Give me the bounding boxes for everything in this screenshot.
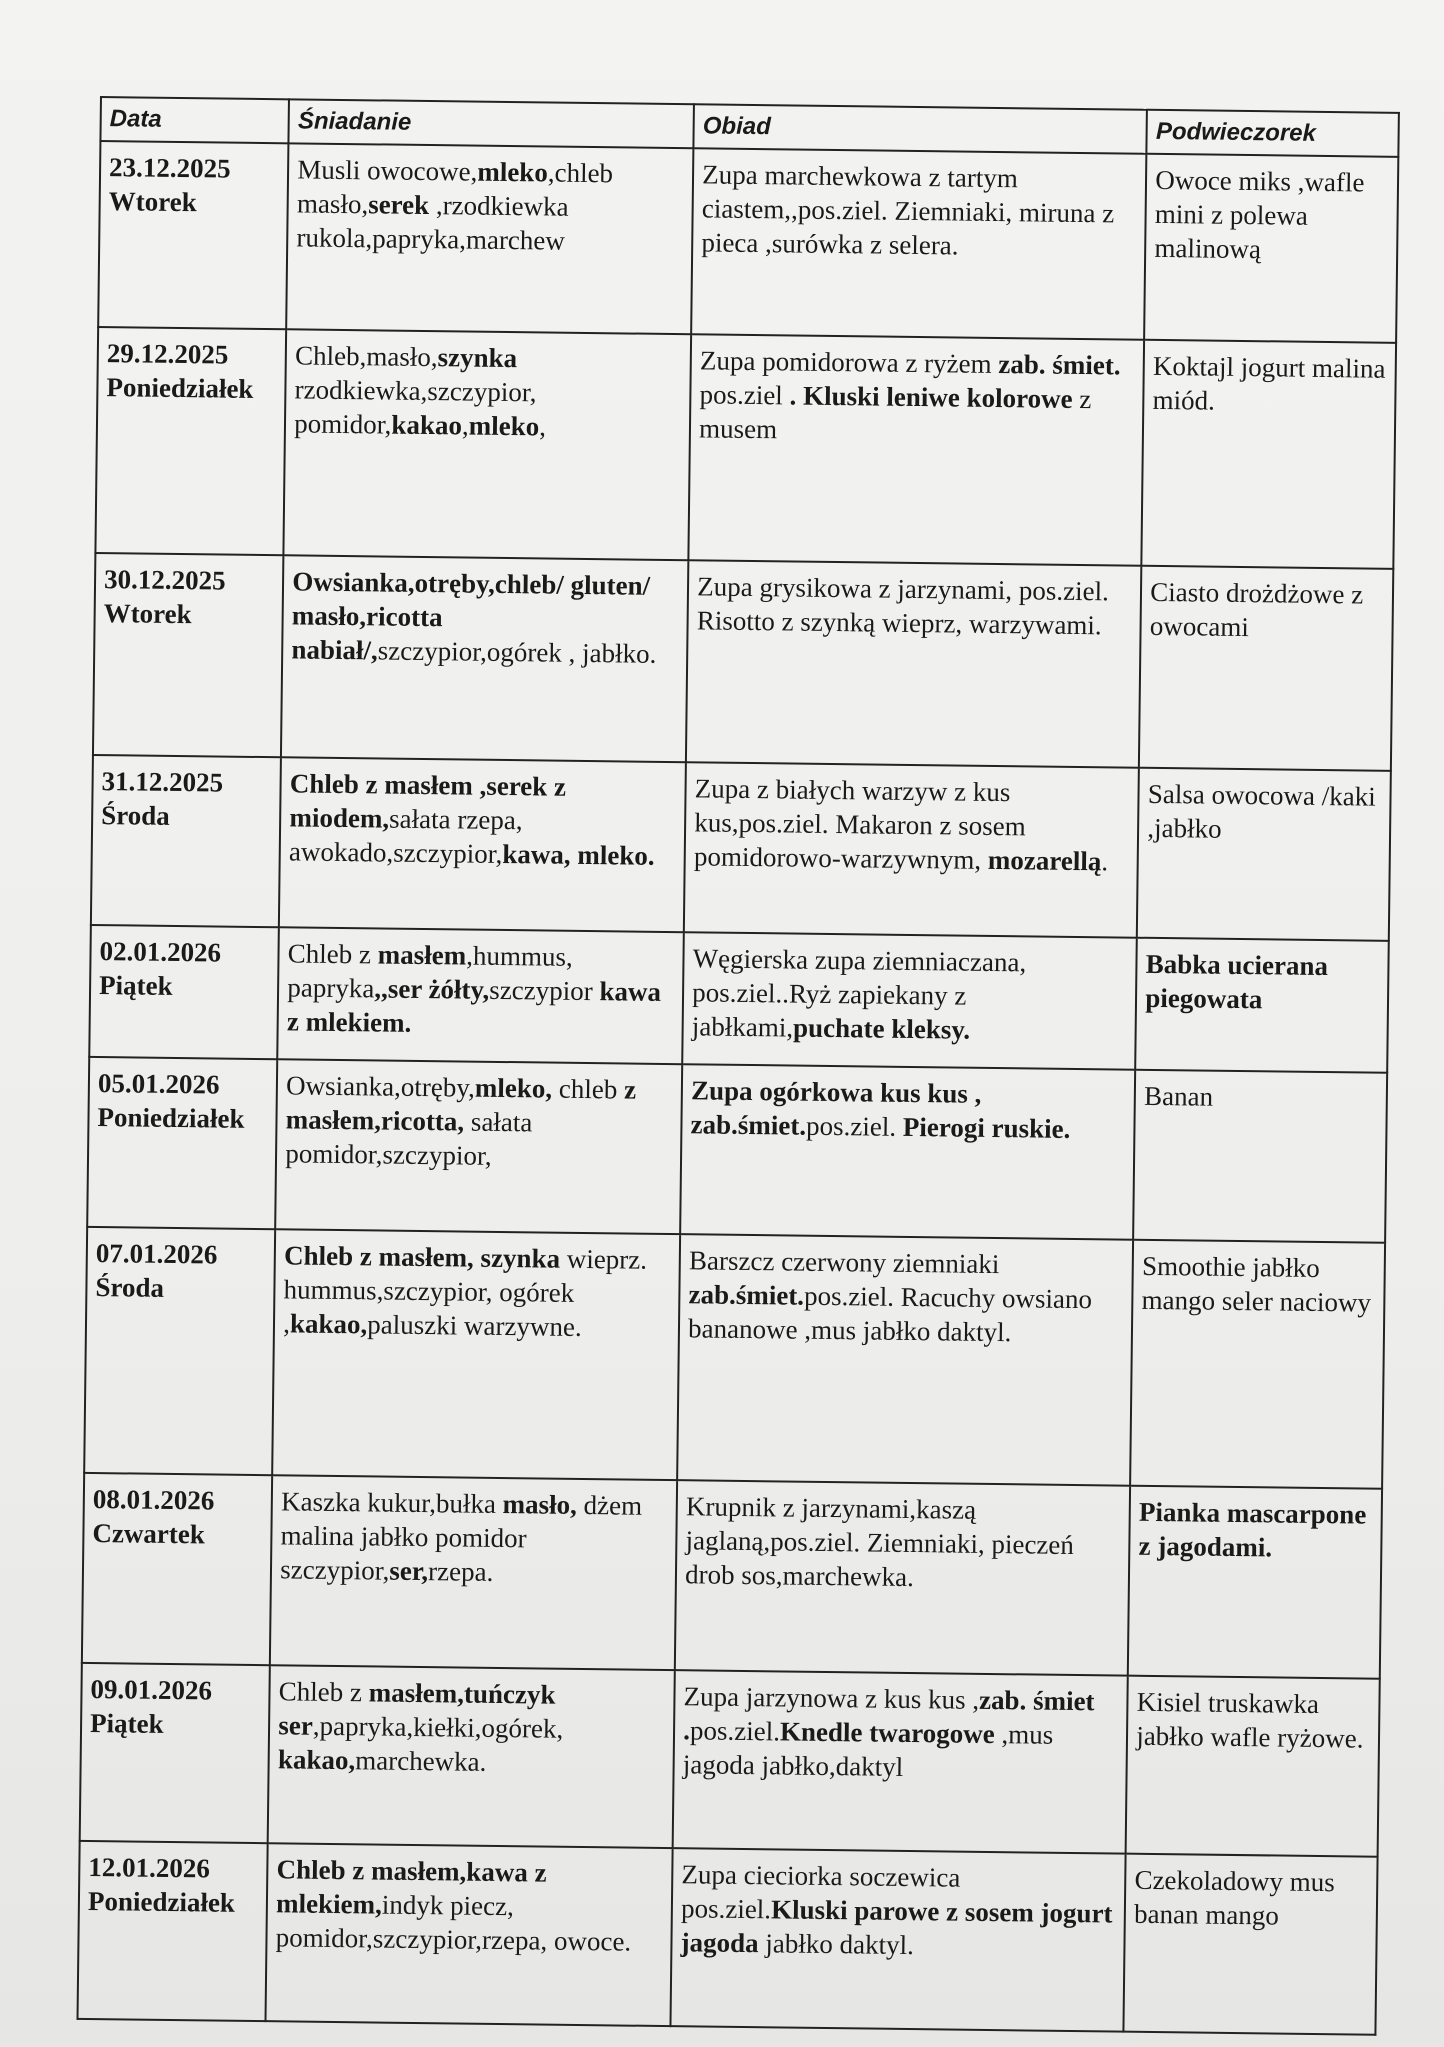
- text-segment: Koktajl jogurt malina miód.: [1152, 350, 1386, 416]
- meal-plan-table: [76, 96, 1399, 2036]
- text-segment: jabłko daktyl.: [758, 1928, 915, 1961]
- text-segment: Owsianka,otręby,: [285, 1070, 476, 1103]
- breakfast-cell: [277, 927, 684, 1064]
- text-segment: ,papryka,kiełki,ogórek,: [312, 1710, 564, 1744]
- bold-text-segment: serek: [367, 189, 430, 221]
- breakfast-cell: [284, 329, 692, 560]
- bold-text-segment: Kluski parowe z sosem jogurt jagoda: [680, 1894, 1113, 1959]
- table-row: [95, 327, 1396, 569]
- bold-text-segment: zab. śmiet .: [683, 1684, 1095, 1746]
- date-cell: [93, 553, 284, 757]
- text-segment: pos.ziel.: [805, 1110, 904, 1142]
- bold-text-segment: ser,: [389, 1555, 429, 1587]
- text-segment: ,mus jagoda jabłko,daktyl: [682, 1719, 1054, 1782]
- bold-text-segment: zab. śmiet.: [998, 348, 1121, 381]
- bold-text-segment: . Kluski leniwe kolorowe: [789, 380, 1073, 414]
- breakfast-cell: [270, 1475, 677, 1670]
- text-segment: ,hummus, papryka: [287, 940, 573, 1004]
- text-segment: chleb: [551, 1073, 625, 1105]
- date-cell: [87, 1057, 277, 1229]
- date-cell: [91, 755, 281, 927]
- lunch-cell: [691, 148, 1146, 340]
- lunch-cell: [671, 1848, 1126, 2032]
- text-segment: Chleb z: [278, 1676, 369, 1708]
- text-segment: z musem: [698, 383, 1092, 445]
- text-segment: Zupa grysikowa z jarzynami, pos.ziel. Risotto z szynką wieprz, warzywami.: [696, 571, 1110, 641]
- bold-text-segment: kakao,: [277, 1744, 356, 1776]
- text-segment: pos.ziel. Racuchy owsiano bananowe ,mus jabłko daktyl.: [687, 1280, 1093, 1348]
- header-date: Data: [100, 97, 289, 143]
- bold-text-segment: mleko: [468, 410, 540, 442]
- header-breakfast: Śniadanie: [289, 99, 694, 148]
- weekday-value: Piątek: [98, 970, 173, 1001]
- weekday-value: Wtorek: [108, 186, 197, 218]
- text-segment: szczypior,ogórek , jabłko.: [377, 635, 657, 669]
- text-segment: Kisiel truskawka jabłko wafle ryżowe.: [1136, 1686, 1364, 1754]
- bold-text-segment: masło,: [502, 1489, 578, 1520]
- snack-cell: [1130, 1240, 1385, 1489]
- date-cell: [80, 1663, 270, 1843]
- text-segment: rzepa.: [427, 1556, 494, 1587]
- text-segment: wieprz. hummus,szczypior, ogórek ,: [283, 1243, 648, 1339]
- text-segment: paluszki warzywne.: [367, 1309, 582, 1342]
- weekday-value: Środa: [95, 1272, 165, 1303]
- weekday-value: Poniedziałek: [87, 1885, 236, 1918]
- date-cell: [78, 1841, 268, 2021]
- date-value: 08.01.2026: [92, 1484, 215, 1516]
- bold-text-segment: zab.śmiet.: [688, 1279, 805, 1311]
- breakfast-cell: [272, 1229, 680, 1480]
- text-segment: Zupa z białych warzyw z kus kus,pos.ziel. Makaron z sosem pomidorowo-warzywnym,: [693, 773, 1026, 875]
- snack-cell: [1124, 1854, 1378, 2035]
- bold-text-segment: puchate kleksy.: [792, 1012, 971, 1045]
- lunch-cell: [682, 932, 1137, 1070]
- breakfast-cell: [286, 143, 693, 334]
- bold-text-segment: Pianka mascarpone z jagodami.: [1138, 1496, 1367, 1563]
- bold-text-segment: z masłem,ricotta,: [285, 1074, 637, 1137]
- bold-text-segment: Pierogi ruskie.: [902, 1111, 1071, 1144]
- bold-text-segment: masłem,tuńczyk ser: [278, 1677, 556, 1741]
- text-segment: dżem malina jabłko pomidor szczypior,: [280, 1489, 643, 1586]
- weekday-value: Wtorek: [103, 598, 192, 630]
- snack-cell: [1137, 768, 1391, 941]
- text-segment: pos.ziel: [699, 379, 790, 411]
- snack-cell: [1128, 1486, 1382, 1679]
- weekday-value: Środa: [101, 800, 170, 831]
- snack-cell: [1133, 1070, 1387, 1243]
- bold-text-segment: Knedle twarogowe: [779, 1716, 995, 1750]
- breakfast-cell: [266, 1843, 673, 2026]
- bold-text-segment: mleko: [477, 156, 549, 188]
- date-value: 09.01.2026: [90, 1674, 213, 1706]
- text-segment: Chleb z: [287, 938, 378, 970]
- text-segment: rzodkiewka,szczypior, pomidor,: [294, 374, 537, 440]
- table-row: [98, 141, 1398, 343]
- bold-text-segment: Babka ucierana piegowata: [1145, 948, 1329, 1015]
- lunch-cell: [675, 1480, 1130, 1676]
- date-value: 02.01.2026: [99, 936, 222, 968]
- date-value: 30.12.2025: [103, 564, 226, 596]
- header-snack: Podwieczorek: [1147, 110, 1399, 157]
- text-segment: szczypior: [489, 974, 600, 1007]
- date-cell: [82, 1473, 273, 1665]
- snack-cell: [1142, 340, 1396, 569]
- text-segment: Barszcz czerwony ziemniaki: [688, 1245, 1000, 1280]
- bold-text-segment: Zupa ogórkowa kus kus , zab.śmiet.: [690, 1075, 982, 1141]
- text-segment: indyk piecz, pomidor,szczypior,rzepa, owoce.: [275, 1889, 632, 1957]
- bold-text-segment: kawa, mleko.: [502, 838, 655, 871]
- weekday-value: Poniedziałek: [97, 1102, 245, 1134]
- lunch-cell: [677, 1234, 1133, 1486]
- date-cell: [98, 141, 288, 329]
- date-cell: [89, 925, 279, 1059]
- text-segment: Chleb,masło,: [294, 340, 438, 373]
- text-segment: Krupnik z jarzynami,kaszą jaglaną,pos.ziel. Ziemniaki, pieczeń drob sos,marchewka.: [684, 1491, 1075, 1593]
- lunch-cell: [673, 1670, 1128, 1854]
- bold-text-segment: mleko,: [474, 1072, 553, 1104]
- bold-text-segment: ,,ser żółty,: [374, 973, 490, 1005]
- bold-text-segment: masłem: [377, 939, 467, 971]
- text-segment: ,chleb masło,: [296, 157, 614, 220]
- text-segment: Węgierska zupa ziemniaczana, pos.ziel..Ryż zapiekany z jabłkami,: [691, 943, 1027, 1043]
- table-row: [91, 755, 1391, 941]
- snack-cell: [1135, 938, 1388, 1073]
- text-segment: Zupa cieciorka soczewica pos.ziel.: [680, 1859, 961, 1925]
- weekday-value: Poniedziałek: [106, 372, 254, 404]
- table-row: [87, 1057, 1387, 1243]
- text-segment: Zupa jarzynowa z kus kus ,: [683, 1681, 980, 1715]
- lunch-cell: [680, 1064, 1135, 1240]
- date-cell: [95, 327, 286, 555]
- weekday-value: Piątek: [89, 1708, 164, 1739]
- bold-text-segment: Owsianka,otręby,chleb/ gluten/ masło,ricotta nabiał/,: [291, 566, 651, 666]
- date-value: 05.01.2026: [97, 1068, 220, 1100]
- snack-cell: [1126, 1676, 1380, 1857]
- bold-text-segment: kakao: [391, 409, 463, 441]
- text-segment: ,rzodkiewka rukola,papryka,marchew: [296, 190, 569, 256]
- text-segment: pos.ziel.: [689, 1715, 781, 1747]
- bold-text-segment: Chleb z masłem,kawa z mlekiem,: [275, 1854, 547, 1920]
- text-segment: Zupa marchewkowa z tartym ciastem,,pos.ziel. Ziemniaki, miruna z pieca ,surówka z selera.: [701, 159, 1115, 261]
- text-segment: ,: [539, 411, 547, 442]
- date-value: 23.12.2025: [108, 152, 231, 184]
- bold-text-segment: szynka: [437, 342, 518, 374]
- text-segment: Musli owocowe,: [297, 154, 478, 187]
- table-row: [84, 1227, 1385, 1489]
- text-segment: sałata rzepa, awokado,szczypior,: [288, 803, 523, 869]
- date-value: 07.01.2026: [95, 1238, 218, 1270]
- breakfast-cell: [279, 757, 686, 932]
- table-row: [89, 925, 1389, 1073]
- snack-cell: [1139, 566, 1393, 771]
- date-value: 12.01.2026: [88, 1851, 211, 1884]
- text-segment: Salsa owocowa /kaki ,jabłko: [1147, 778, 1376, 844]
- text-segment: Banan: [1143, 1080, 1214, 1112]
- breakfast-cell: [268, 1665, 675, 1848]
- date-value: 29.12.2025: [106, 338, 229, 370]
- text-segment: Owoce miks ,wafle mini z polewa malinową: [1154, 164, 1365, 265]
- text-segment: Czekoladowy mus banan mango: [1133, 1864, 1335, 1931]
- text-segment: ,: [461, 410, 469, 441]
- table-row: [78, 1841, 1378, 2035]
- bold-text-segment: Chleb z masłem ,serek z miodem,: [289, 768, 567, 834]
- text-segment: Zupa pomidorowa z ryżem: [699, 345, 999, 379]
- snack-cell: [1144, 154, 1398, 343]
- header-lunch: Obiad: [694, 104, 1148, 154]
- bold-text-segment: kawa z mlekiem.: [286, 976, 662, 1038]
- table-row: [82, 1473, 1382, 1679]
- text-segment: Smoothie jabłko mango seler naciowy: [1141, 1250, 1372, 1318]
- breakfast-cell: [275, 1059, 682, 1234]
- text-segment: Kaszka kukur,bułka: [280, 1486, 503, 1520]
- date-cell: [84, 1227, 275, 1475]
- breakfast-cell: [281, 555, 688, 762]
- text-segment: .: [1101, 846, 1109, 877]
- lunch-cell: [686, 560, 1142, 768]
- text-segment: sałata pomidor,szczypior,: [285, 1106, 533, 1171]
- bold-text-segment: mozarellą: [987, 844, 1102, 877]
- lunch-cell: [684, 762, 1139, 938]
- text-segment: Ciasto drożdżowe z owocami: [1149, 576, 1364, 643]
- bold-text-segment: Chleb z masłem, szynka: [283, 1240, 561, 1274]
- table-row: [80, 1663, 1380, 1857]
- table-row: [93, 553, 1393, 771]
- lunch-cell: [689, 334, 1145, 566]
- date-value: 31.12.2025: [101, 766, 224, 798]
- text-segment: marchewka.: [355, 1745, 487, 1777]
- weekday-value: Czwartek: [92, 1518, 206, 1550]
- bold-text-segment: kakao,: [289, 1308, 368, 1340]
